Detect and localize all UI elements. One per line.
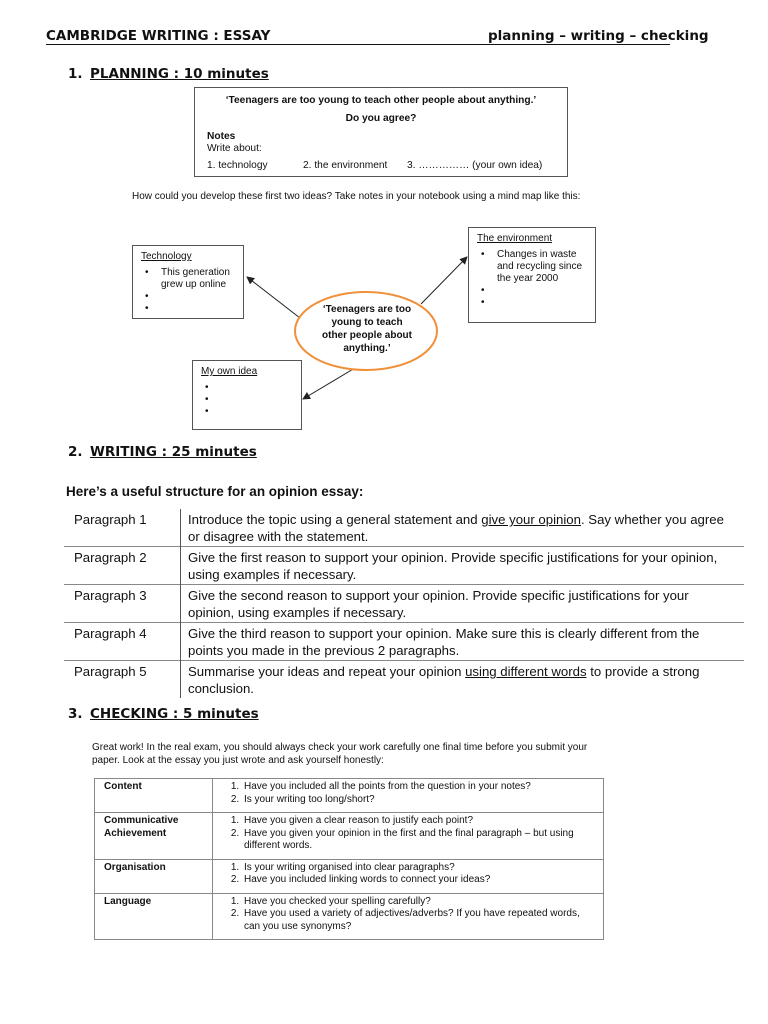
criterion-questions bbox=[213, 859, 604, 893]
paragraph-description bbox=[181, 623, 745, 661]
document-subtitle: planning – writing – checking bbox=[488, 28, 709, 44]
mindmap-box-title: Technology bbox=[141, 251, 192, 262]
mindmap-bullet bbox=[479, 285, 591, 297]
mindmap-box-title: The environment bbox=[477, 233, 553, 244]
table-row bbox=[64, 509, 744, 547]
table-row bbox=[64, 661, 744, 699]
description-text: Give the third reason to support your opinion. Make sure this is clearly different from the points you made in the previous 2 paragraphs. bbox=[188, 626, 700, 658]
paragraph-description bbox=[181, 547, 745, 585]
mindmap-bullet bbox=[203, 406, 295, 418]
question-item: 1. Have you included all the points from the question in your notes? bbox=[242, 781, 595, 794]
criterion-label: Organisation bbox=[95, 859, 213, 893]
mindmap-bullet: • Changes in waste and recycling since the year 2000 bbox=[479, 249, 591, 285]
mindmap-box-title: My own idea bbox=[201, 366, 258, 377]
mindmap-box-technology bbox=[132, 245, 244, 319]
description-text: Give the first reason to support your opinion. Provide specific justifications for your opinion, using examples if necessary. bbox=[188, 550, 718, 582]
question-item: 2. Have you used a variety of adjectives/adverbs? If you have repeated words, can you use synonyms? bbox=[242, 908, 595, 933]
description-text: Give the second reason to support your opinion. Provide specific justifications for your opinion, using examples if necessary. bbox=[188, 588, 689, 620]
task-item: 2. the environment bbox=[303, 160, 388, 171]
criterion-questions bbox=[213, 813, 604, 860]
section-writing-heading bbox=[68, 444, 257, 460]
section-number: 2. bbox=[68, 444, 83, 460]
criterion-questions bbox=[213, 779, 604, 813]
paragraph-label: Paragraph 2 bbox=[64, 547, 181, 585]
task-item: 1. technology bbox=[207, 160, 268, 171]
task-question: Do you agree? bbox=[345, 113, 417, 124]
table-row bbox=[64, 623, 744, 661]
question-item: 2. Have you given your opinion in the first and the final paragraph – but using different words. bbox=[242, 828, 595, 853]
criterion-label: Communicative Achievement bbox=[95, 813, 213, 860]
question-item: 2. Is your writing too long/short? bbox=[242, 794, 595, 807]
question-item: 1. Have you given a clear reason to justify each point? bbox=[242, 815, 595, 828]
mindmap-bullet-list bbox=[143, 267, 241, 315]
question-item: 1. Have you checked your spelling carefully? bbox=[242, 896, 595, 909]
paragraph-label: Paragraph 5 bbox=[64, 661, 181, 699]
paragraph-label: Paragraph 4 bbox=[64, 623, 181, 661]
center-idea-line: young to teach bbox=[331, 317, 403, 328]
section-number: 1. bbox=[68, 66, 83, 82]
paragraph-description bbox=[181, 585, 745, 623]
table-row bbox=[95, 779, 604, 813]
table-row bbox=[64, 547, 744, 585]
center-idea-text bbox=[297, 303, 437, 355]
task-item: 3. …………… (your own idea) bbox=[407, 160, 543, 171]
center-idea-line: other people about bbox=[322, 330, 412, 341]
table-row bbox=[95, 859, 604, 893]
mindmap-box-environment bbox=[468, 227, 596, 323]
mindmap-bullet bbox=[143, 291, 241, 303]
question-list bbox=[222, 862, 595, 887]
section-label: PLANNING : 10 minutes bbox=[90, 66, 269, 82]
arrow-to-environment bbox=[421, 257, 467, 304]
paragraph-label: Paragraph 1 bbox=[74, 512, 147, 527]
mindmap-bullet-list bbox=[203, 382, 295, 418]
description-text: Introduce the topic using a general statement and bbox=[188, 512, 482, 527]
task-prompt: ‘Teenagers are too young to teach other people about anything.’ bbox=[225, 95, 537, 106]
structure-heading: Here’s a useful structure for an opinion essay: bbox=[66, 484, 364, 499]
table-row bbox=[64, 585, 744, 623]
mindmap-bullet bbox=[203, 382, 295, 394]
question-list bbox=[222, 815, 595, 853]
paragraph-description bbox=[181, 661, 745, 699]
mindmap-bullet bbox=[143, 303, 241, 315]
question-item: 2. Have you included linking words to connect your ideas? bbox=[242, 874, 595, 887]
mindmap-bullet-list bbox=[479, 249, 591, 309]
document-title: CAMBRIDGE WRITING : ESSAY bbox=[46, 28, 271, 44]
description-text: . Say whether you agree or disagree with the statement. bbox=[188, 512, 724, 544]
section-checking-heading bbox=[68, 706, 259, 722]
checking-intro: Great work! In the real exam, you should always check your work carefully one final time before you submit your paper. Look at the essay you just wrote and ask yourself honestly: bbox=[92, 742, 588, 766]
criterion-label: Content bbox=[95, 779, 213, 813]
mindmap-bullet: • This generation grew up online bbox=[143, 267, 241, 291]
essay-structure-table bbox=[64, 509, 744, 698]
table-row bbox=[95, 893, 604, 940]
section-label: WRITING : 25 minutes bbox=[90, 444, 257, 460]
description-text: to provide a strong conclusion. bbox=[188, 664, 700, 696]
section-label: CHECKING : 5 minutes bbox=[90, 706, 259, 722]
criterion-label: Language bbox=[95, 893, 213, 940]
description-text: Summarise your ideas and repeat your opinion bbox=[188, 664, 466, 679]
description-underlined-text: give your opinion bbox=[481, 512, 581, 527]
question-list bbox=[222, 781, 595, 806]
section-number: 3. bbox=[68, 706, 83, 722]
mindmap-bullet bbox=[479, 297, 591, 309]
criterion-questions bbox=[213, 893, 604, 940]
paragraph-label: Paragraph 3 bbox=[64, 585, 181, 623]
mindmap-instruction: How could you develop these first two ideas? Take notes in your notebook using a mind map like this: bbox=[132, 191, 581, 202]
table-row bbox=[95, 813, 604, 860]
center-idea-line: ‘Teenagers are too bbox=[322, 304, 412, 315]
arrow-to-technology bbox=[247, 277, 300, 318]
write-about-label: Write about: bbox=[207, 143, 262, 154]
notes-heading: Notes bbox=[207, 131, 236, 142]
center-idea-line: anything.’ bbox=[343, 343, 391, 354]
checklist-table bbox=[94, 778, 604, 940]
paragraph-description bbox=[181, 509, 745, 547]
description-underlined-text: using different words bbox=[465, 664, 587, 679]
mindmap-bullet bbox=[203, 394, 295, 406]
question-item: 1. Is your writing organised into clear paragraphs? bbox=[242, 862, 595, 875]
question-list bbox=[222, 896, 595, 934]
mindmap-box-own-idea bbox=[192, 360, 302, 430]
